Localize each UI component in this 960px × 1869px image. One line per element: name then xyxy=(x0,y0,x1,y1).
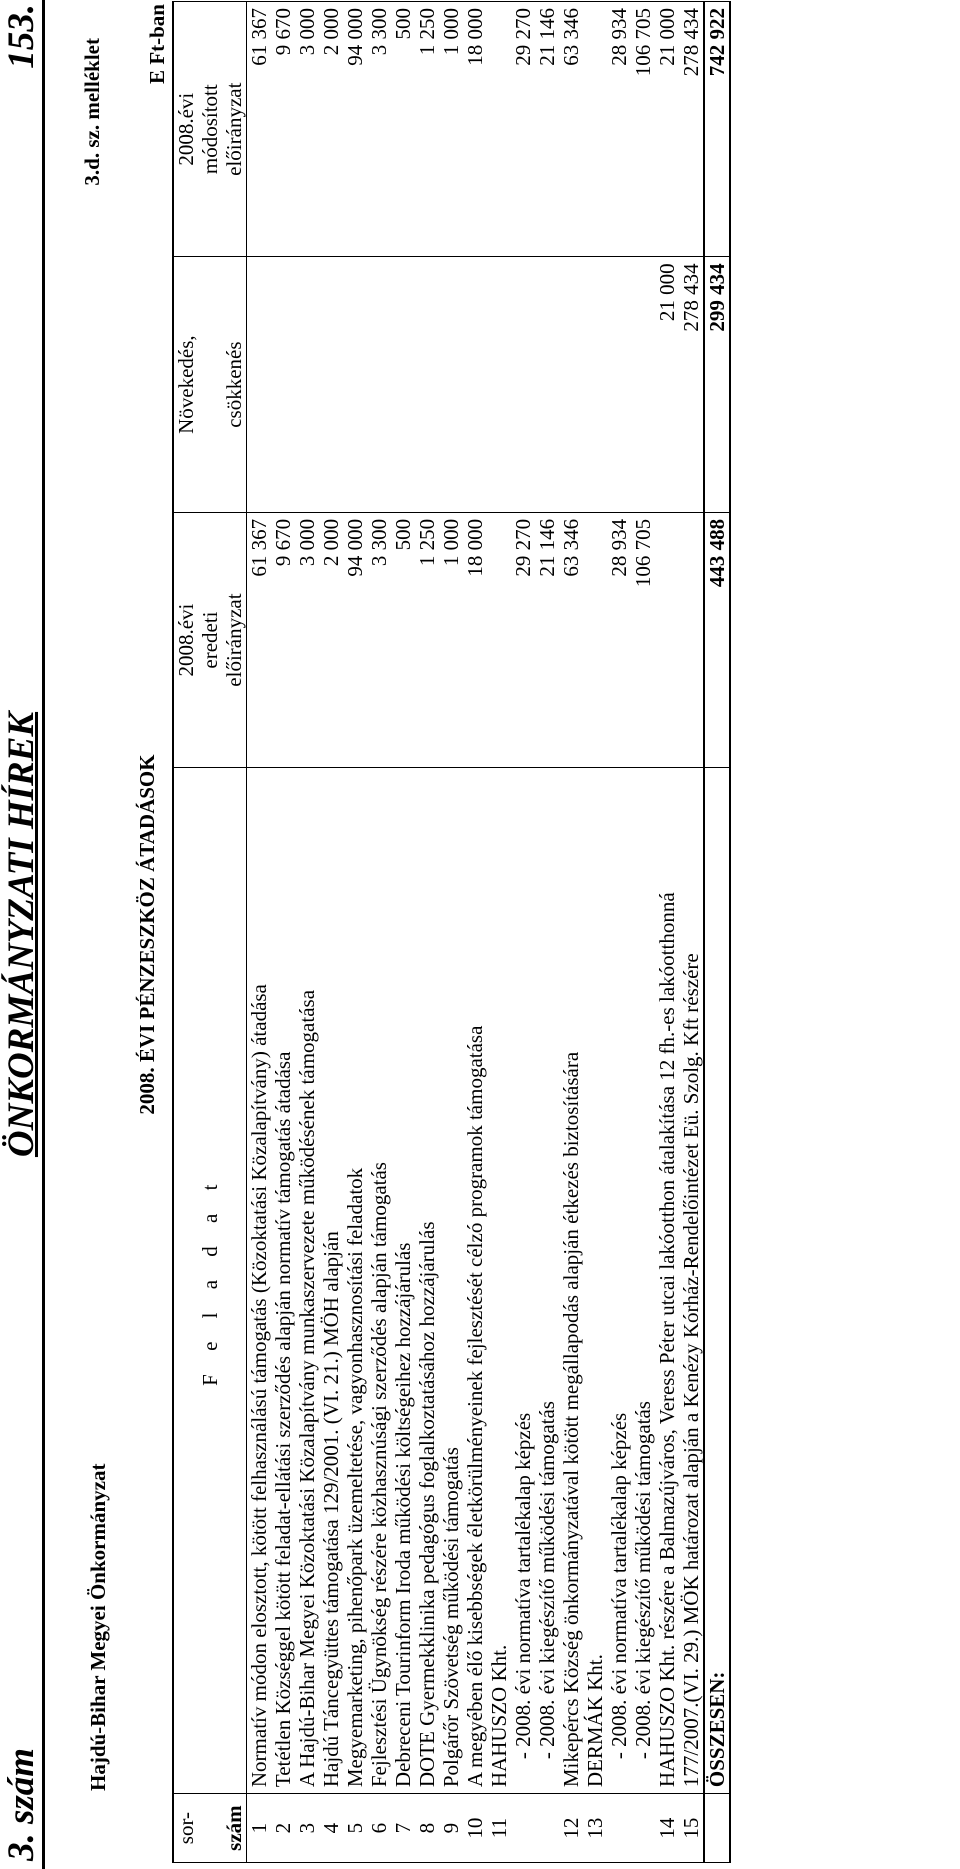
table-row xyxy=(607,2,631,1863)
document-title: 2008. ÉVI PÉNZESZKÖZ ÁTADÁSOK xyxy=(135,754,159,1115)
row-number: 2 xyxy=(271,1794,295,1863)
total-label: ÖSSZESEN: xyxy=(704,768,730,1794)
row-original: 63 346 xyxy=(559,512,583,767)
table-row xyxy=(271,2,295,1863)
row-modified: 21 000 xyxy=(655,2,679,257)
row-number: 7 xyxy=(391,1794,415,1863)
row-number: 13 xyxy=(583,1794,607,1863)
row-modified: 29 270 xyxy=(511,2,535,257)
col-change-3: csökkenés xyxy=(222,257,247,512)
publication-title: ÖNKORMÁNYZATI HÍREK xyxy=(1,711,42,1158)
table-row xyxy=(655,2,679,1863)
row-modified: 3 300 xyxy=(367,2,391,257)
table-row xyxy=(679,2,704,1863)
table-row xyxy=(367,2,391,1863)
table-row xyxy=(631,2,655,1863)
row-original: 18 000 xyxy=(463,512,487,767)
row-original: 2 000 xyxy=(319,512,343,767)
row-modified: 9 670 xyxy=(271,2,295,257)
row-change xyxy=(271,257,295,512)
col-num-top: sor- xyxy=(173,1794,198,1863)
row-number: 1 xyxy=(247,1794,272,1863)
table-row xyxy=(535,2,559,1863)
row-change: 21 000 xyxy=(655,257,679,512)
row-change xyxy=(247,257,272,512)
row-modified xyxy=(583,2,607,257)
row-number: 6 xyxy=(367,1794,391,1863)
table-row xyxy=(343,2,367,1863)
col-original-2: eredeti xyxy=(198,512,222,767)
row-change xyxy=(631,257,655,512)
row-change xyxy=(391,257,415,512)
total-original: 443 488 xyxy=(704,512,730,767)
col-num-bottom: szám xyxy=(222,1794,247,1863)
row-modified: 106 705 xyxy=(631,2,655,257)
col-modified-1: 2008.évi xyxy=(173,2,198,257)
table-row xyxy=(511,2,535,1863)
row-original: 106 705 xyxy=(631,512,655,767)
row-original: 1 000 xyxy=(439,512,463,767)
row-modified: 278 434 xyxy=(679,2,704,257)
row-modified: 2 000 xyxy=(319,2,343,257)
row-change: 278 434 xyxy=(679,257,704,512)
row-modified xyxy=(487,2,511,257)
row-change xyxy=(319,257,343,512)
organization-name: Hajdú-Bihar Megyei Önkormányzat xyxy=(86,1463,110,1791)
row-modified: 61 367 xyxy=(247,2,272,257)
row-task: - 2008. évi normatíva tartalékalap képzés xyxy=(511,768,535,1794)
row-number: 14 xyxy=(655,1794,679,1863)
row-change xyxy=(463,257,487,512)
row-number xyxy=(535,1794,559,1863)
row-modified: 21 146 xyxy=(535,2,559,257)
row-original: 9 670 xyxy=(271,512,295,767)
row-task: Mikepércs Község önkormányzatával kötött megállapodás alapján étkezés biztosítására xyxy=(559,768,583,1794)
col-original-3: előirányzat xyxy=(222,512,247,767)
row-original xyxy=(655,512,679,767)
row-modified: 18 000 xyxy=(463,2,487,257)
row-task: - 2008. évi kiegészítő működési támogatás xyxy=(535,768,559,1794)
row-original: 500 xyxy=(391,512,415,767)
row-original: 3 000 xyxy=(295,512,319,767)
col-change-2 xyxy=(198,257,222,512)
row-original: 28 934 xyxy=(607,512,631,767)
row-modified: 94 000 xyxy=(343,2,367,257)
row-modified: 1 000 xyxy=(439,2,463,257)
transfers-table xyxy=(172,1,731,1863)
table-row xyxy=(319,2,343,1863)
row-task: DOTE Gyermekklinika pedagógus foglalkoztatásához hozzájárulás xyxy=(415,768,439,1794)
row-modified: 1 250 xyxy=(415,2,439,257)
row-task: A Hajdú-Bihar Megyei Közoktatási Közalapítvány munkaszervezete működésének támogatása xyxy=(295,768,319,1794)
row-number xyxy=(631,1794,655,1863)
table-row xyxy=(583,2,607,1863)
row-change xyxy=(511,257,535,512)
row-task: 177/2007.(VI. 29.) MÖK határozat alapján a Kenézy Kórház-Rendelőintézet Eü. Szolg. Kft részére xyxy=(679,768,704,1794)
row-task: DERMÁK Kht. xyxy=(583,768,607,1794)
table-row xyxy=(415,2,439,1863)
row-change xyxy=(535,257,559,512)
table-row xyxy=(439,2,463,1863)
table-row xyxy=(247,2,272,1863)
col-modified-3: előirányzat xyxy=(222,2,247,257)
row-number: 12 xyxy=(559,1794,583,1863)
col-num-spacer xyxy=(198,1794,222,1863)
row-number: 3 xyxy=(295,1794,319,1863)
row-original: 21 146 xyxy=(535,512,559,767)
row-original: 94 000 xyxy=(343,512,367,767)
row-task: Hajdú Táncegyüttes támogatása 129/2001. (VI. 21.) MÖH alapján xyxy=(319,768,343,1794)
row-change xyxy=(559,257,583,512)
total-modified: 742 922 xyxy=(704,2,730,257)
row-number xyxy=(607,1794,631,1863)
row-change xyxy=(487,257,511,512)
col-original-1: 2008.évi xyxy=(173,512,198,767)
page-number: 153. xyxy=(1,4,42,69)
col-change-1: Növekedés, xyxy=(173,257,198,512)
row-change xyxy=(439,257,463,512)
row-task: Debreceni Tourinform Iroda működési költségeihez hozzájárulás xyxy=(391,768,415,1794)
total-num-cell xyxy=(704,1794,730,1863)
table-row xyxy=(463,2,487,1863)
row-number: 10 xyxy=(463,1794,487,1863)
table-row xyxy=(487,2,511,1863)
total-change: 299 434 xyxy=(704,257,730,512)
row-number: 11 xyxy=(487,1794,511,1863)
col-task-header: F e l a d a t xyxy=(198,768,222,1794)
col-task-spacer-2 xyxy=(222,768,247,1794)
row-change xyxy=(607,257,631,512)
row-task: Polgárőr Szövetség működési támogatás xyxy=(439,768,463,1794)
row-task: Tetétlen Községgel kötött feladat-ellátási szerződés alapján normatív támogatás átadása xyxy=(271,768,295,1794)
row-change xyxy=(415,257,439,512)
issue-number: 3. szám xyxy=(1,1747,42,1861)
unit-label: E Ft-ban xyxy=(145,4,169,84)
row-task: A megyében élő kisebbségek életkörülményeinek fejlesztését célzó programok támogatása xyxy=(463,768,487,1794)
row-task: Megyemarketing, pihenőpark üzemeltetése, vagyonhasznosítási feladatok xyxy=(343,768,367,1794)
row-number: 15 xyxy=(679,1794,704,1863)
row-original xyxy=(487,512,511,767)
row-change xyxy=(583,257,607,512)
row-number xyxy=(511,1794,535,1863)
table-row xyxy=(559,2,583,1863)
row-task: - 2008. évi kiegészítő működési támogatás xyxy=(631,768,655,1794)
row-original: 1 250 xyxy=(415,512,439,767)
row-number: 5 xyxy=(343,1794,367,1863)
total-row xyxy=(704,2,730,1863)
table-row xyxy=(391,2,415,1863)
row-original xyxy=(679,512,704,767)
row-task: HAHUSZO Kht. részére a Balmazújváros, Veress Péter utcai lakóotthon átalakítása 12 fh.-es lakóotthonná xyxy=(655,768,679,1794)
annex-label: 3.d. sz. melléklet xyxy=(80,38,104,186)
row-number: 9 xyxy=(439,1794,463,1863)
row-modified: 28 934 xyxy=(607,2,631,257)
row-modified: 500 xyxy=(391,2,415,257)
row-original: 61 367 xyxy=(247,512,272,767)
row-task: Fejlesztési Ügynökség részére közhasznúsági szerződés alapján támogatás xyxy=(367,768,391,1794)
row-change xyxy=(295,257,319,512)
row-modified: 63 346 xyxy=(559,2,583,257)
table-row xyxy=(295,2,319,1863)
header-rule xyxy=(42,0,45,1869)
row-original: 3 300 xyxy=(367,512,391,767)
row-task: HAHUSZO Kht. xyxy=(487,768,511,1794)
row-change xyxy=(343,257,367,512)
col-modified-2: módosított xyxy=(198,2,222,257)
row-original: 29 270 xyxy=(511,512,535,767)
row-number: 8 xyxy=(415,1794,439,1863)
table-body xyxy=(247,2,705,1863)
row-change xyxy=(367,257,391,512)
row-task: Normatív módon elosztott, kötött felhasználású támogatás (Közoktatási Közalapítvány) átadása xyxy=(247,768,272,1794)
row-original xyxy=(583,512,607,767)
row-modified: 3 000 xyxy=(295,2,319,257)
row-number: 4 xyxy=(319,1794,343,1863)
col-task-spacer xyxy=(173,768,198,1794)
row-task: - 2008. évi normatíva tartalékalap képzés xyxy=(607,768,631,1794)
